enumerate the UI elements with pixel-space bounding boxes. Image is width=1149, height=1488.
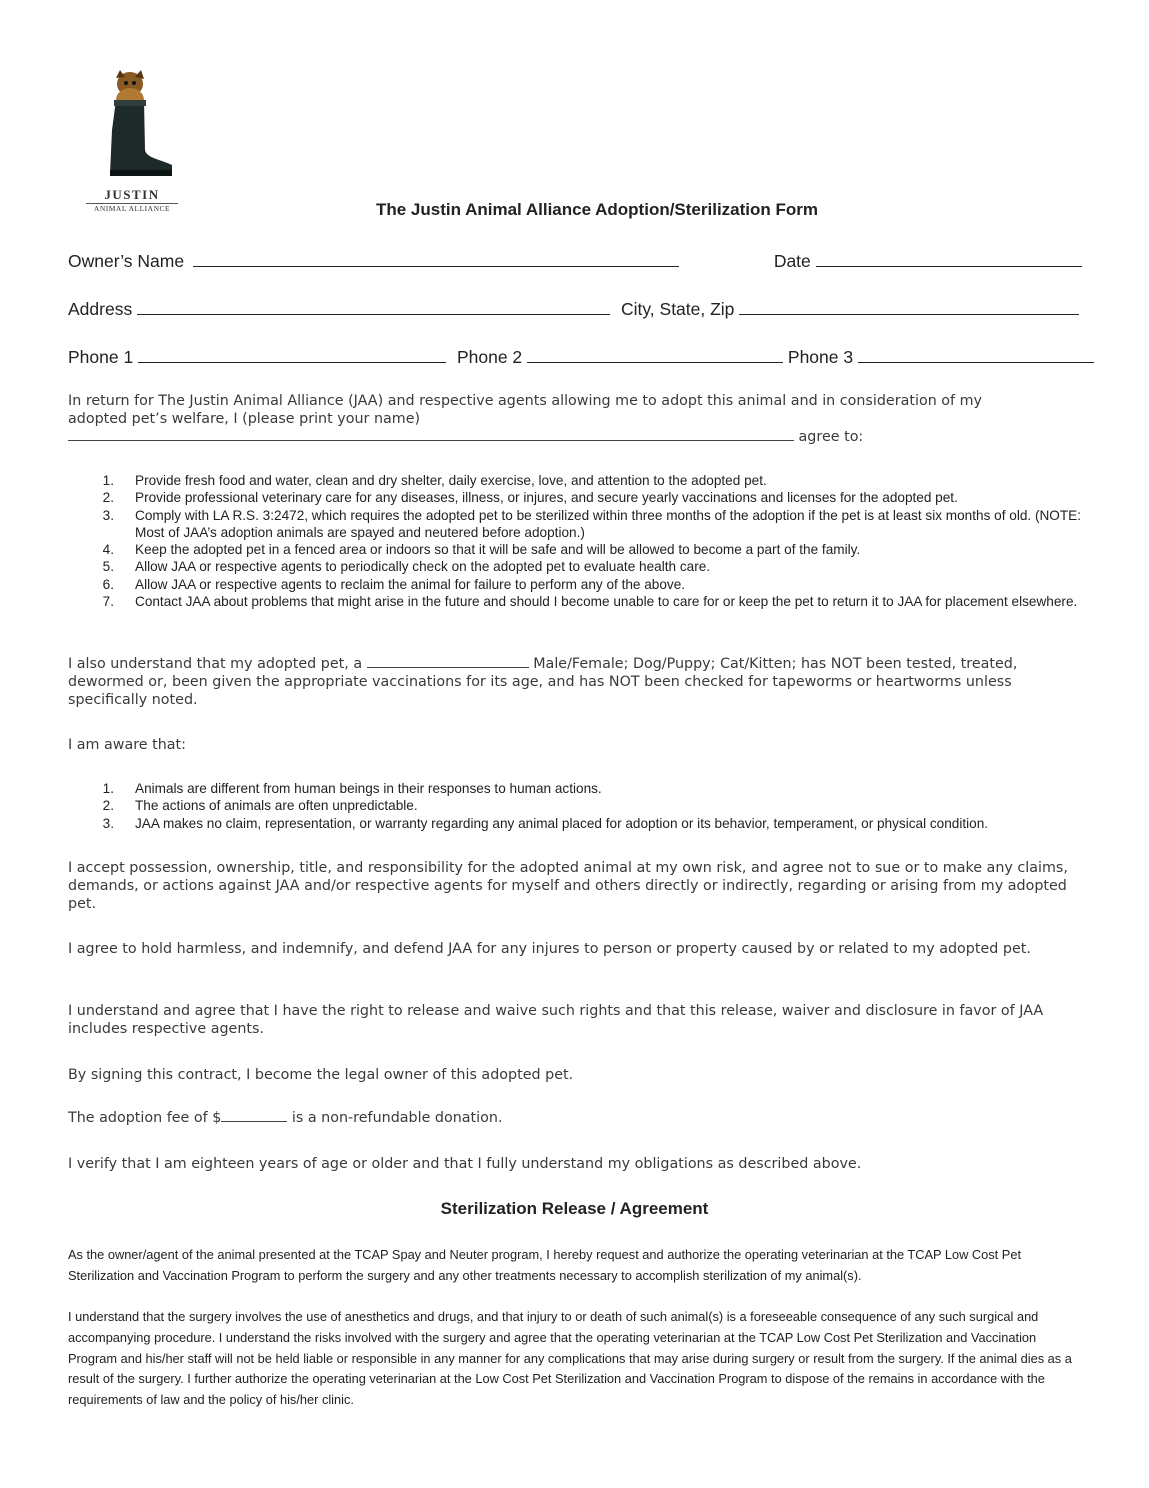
phone3-field[interactable]: [858, 346, 1094, 363]
list-item-text: Allow JAA or respective agents to periodically check on the adopted pet to evaluate health care.: [135, 559, 711, 575]
fee-suffix: is a non-refundable donation.: [291, 1110, 503, 1126]
waive-paragraph: I understand and agree that I have the right to release and waive such rights and that this release, waiver and disclosure in favor of JAA includes respective agents.: [68, 1003, 1044, 1037]
logo: [72, 70, 192, 215]
list-item-number: 4.: [102, 542, 114, 558]
list-item-text: Keep the adopted pet in a fenced area or indoors so that it will be safe and will be allowed to become a part of the family.: [135, 542, 861, 558]
list-item-text: Provide fresh food and water, clean and dry shelter, daily exercise, love, and attention to the adopted pet.: [135, 473, 767, 488]
list-item-text: Contact JAA about problems that might arise in the future and should I become unable to care for or keep the pet to return it to JAA for placement elsewhere.: [135, 594, 1078, 610]
fee-prefix: The adoption fee of $: [68, 1110, 222, 1126]
agreement-list: [98, 472, 1088, 610]
address-field[interactable]: [137, 298, 610, 315]
fee-amount-field[interactable]: [221, 1109, 287, 1122]
accept-paragraph: I accept possession, ownership, title, and responsibility for the adopted animal at my own risk, and agree not to sue or to make any claims, demands, or actions against JAA and/or respective agents for myself and others directly or indirectly, regarding or arising from my adopted pet.: [68, 860, 1068, 912]
list-item: [98, 507, 1088, 542]
list-item: [98, 576, 1088, 593]
form-title: The Justin Animal Alliance Adoption/Sterilization Form: [375, 200, 819, 219]
owners-name-field[interactable]: [193, 250, 679, 267]
list-item-text: The actions of animals are often unpredictable.: [135, 798, 418, 814]
list-item: [98, 815, 1088, 832]
aware-intro: I am aware that:: [68, 737, 186, 753]
list-item-text: Provide professional veterinary care for any diseases, illness, or injures, and secure yearly vaccinations and licenses for the adopted pet.: [135, 490, 958, 506]
logo-text: JUSTIN: [104, 187, 160, 202]
phone1-label: Phone 1: [68, 347, 134, 367]
sterilization-title: Sterilization Release / Agreement: [440, 1199, 709, 1218]
list-item-number: 6.: [102, 576, 114, 592]
phone2-field[interactable]: [527, 346, 783, 363]
list-item: [98, 558, 1088, 575]
phone3-label: Phone 3: [787, 347, 854, 367]
intro-line-1: In return for The Justin Animal Alliance (JAA) and respective agents allowing me to adopt this animal and in consideration of my: [68, 393, 983, 409]
list-item-text: Animals are different from human beings in their responses to human actions.: [135, 781, 602, 796]
list-item: [98, 472, 1088, 489]
phone-row: [68, 346, 1080, 368]
list-item: [98, 593, 1088, 610]
understand-prefix: I also understand that my adopted pet, a: [68, 656, 363, 672]
list-item: [98, 797, 1088, 814]
city-state-zip-label: City, State, Zip: [620, 299, 735, 319]
list-item: [98, 541, 1088, 558]
list-item: [98, 489, 1088, 506]
boot-dog-icon: [72, 70, 192, 180]
list-item: [98, 780, 1088, 797]
pet-description-field[interactable]: [367, 655, 529, 668]
city-state-zip-field[interactable]: [739, 298, 1079, 315]
list-item-number: 2.: [102, 798, 114, 814]
owners-name-label: Owner’s Name: [68, 251, 185, 271]
list-item-number: 7.: [102, 594, 114, 610]
agree-to-label: agree to:: [798, 429, 864, 445]
list-item-number: 3.: [102, 815, 114, 831]
list-item-text: JAA makes no claim, representation, or warranty regarding any animal placed for adoption or its behavior, temperament, or physical condition.: [135, 815, 989, 831]
list-item-number: 1.: [102, 473, 114, 488]
phone2-label: Phone 2: [456, 347, 523, 367]
print-name-field[interactable]: [68, 428, 794, 441]
list-item-text: Comply with LA R.S. 3:2472, which requires the adopted pet to be sterilized within three months of the adoption if the pet is at least six months of old. (NOTE: Most of JAA’s adoption animals are spayed and neutered before adoption.): [135, 507, 1082, 540]
understand-paragraph: [68, 655, 1080, 709]
list-item-number: 2.: [102, 490, 114, 506]
signing-paragraph: By signing this contract, I become the legal owner of this adopted pet.: [68, 1067, 574, 1083]
date-label: Date: [773, 251, 811, 271]
sterilization-paragraph-2: I understand that the surgery involves the use of anesthetics and drugs, and that injury to or death of such animal(s) is a foreseeable consequence of any such surgical and accompanying procedure. I understand the risks involved with the surgery and agree that the operating veterinarian at the TCAP Low Cost Pet Sterilization and Vaccination Program and his/her staff will not be held liable or responsible in any manner for any complications that may arise during surgery or result from the surgery. If the animal dies as a result of the surgery. I further authorize the operating veterinarian at the Low Cost Pet Sterilization and Vaccination Program to dispose of the remains in accordance with the requirements of law and the policy of his/her clinic.: [68, 1309, 1072, 1408]
date-field[interactable]: [816, 250, 1082, 267]
list-item-number: 5.: [102, 559, 114, 575]
list-item-number: 1.: [102, 781, 114, 796]
hold-harmless-paragraph: I agree to hold harmless, and indemnify, and defend JAA for any injures to person or property caused by or related to my adopted pet.: [68, 941, 1031, 957]
logo-subtext: ANIMAL ALLIANCE: [86, 203, 178, 213]
intro-paragraph: [68, 392, 1080, 446]
address-label: Address: [68, 299, 133, 319]
sterilization-paragraph-1: As the owner/agent of the animal presented at the TCAP Spay and Neuter program, I hereby request and authorize the operating veterinarian at the TCAP Low Cost Pet Sterilization and Vaccination Program to perform the surgery and any other treatments necessary to accomplish sterilization of my animal(s).: [68, 1247, 1021, 1283]
phone1-field[interactable]: [138, 346, 446, 363]
list-item-number: 3.: [102, 507, 114, 523]
list-item-text: Allow JAA or respective agents to reclaim the animal for failure to perform any of the above.: [135, 576, 686, 592]
fee-paragraph: [68, 1109, 1080, 1127]
intro-line-2: adopted pet’s welfare, I (please print your name): [68, 411, 421, 427]
verify-paragraph: I verify that I am eighteen years of age or older and that I fully understand my obligations as described above.: [68, 1156, 862, 1172]
owner-date-row: [68, 250, 1080, 272]
address-row: [68, 298, 1080, 320]
aware-list: [98, 780, 1088, 832]
understand-rest: Male/Female; Dog/Puppy; Cat/Kitten; has NOT been tested, treated, dewormed or, been given the appropriate vaccinations for its age, and has NOT been checked for tapeworms or heartworms unless specifically noted.: [68, 656, 1018, 708]
